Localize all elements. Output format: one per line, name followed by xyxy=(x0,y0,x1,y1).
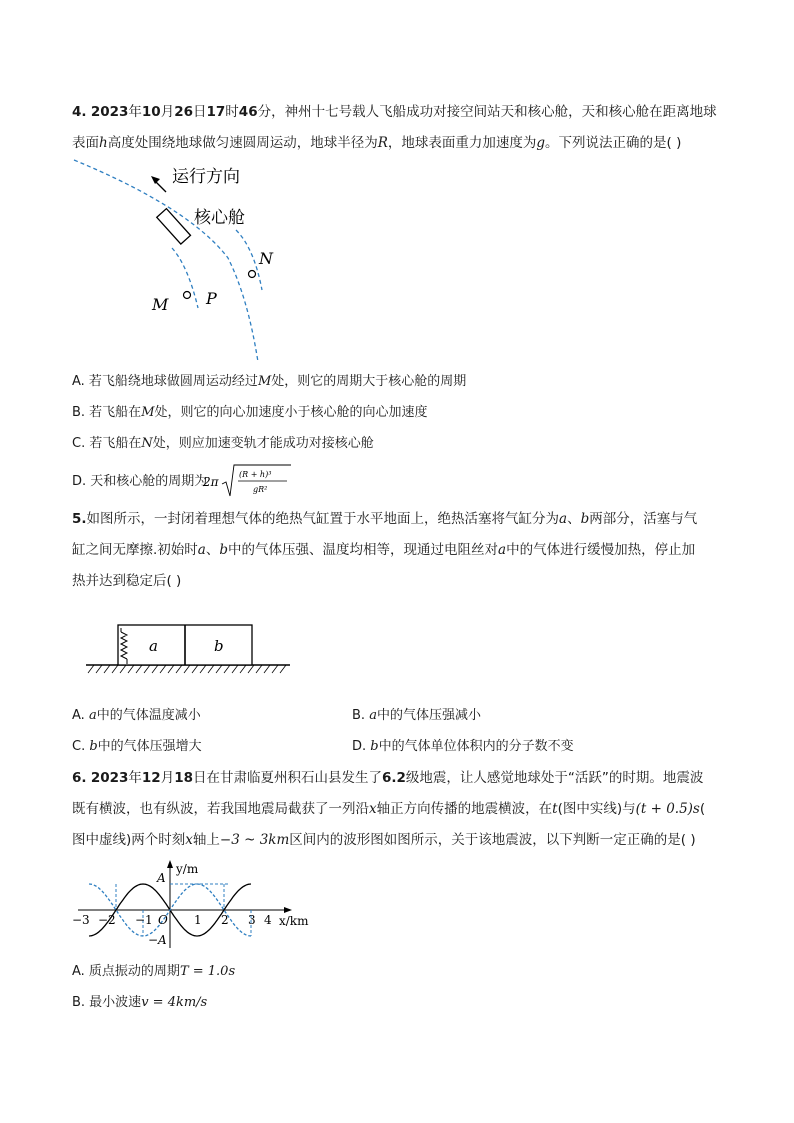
direction-label: 运行方向 xyxy=(172,167,240,187)
svg-text:2π: 2π xyxy=(203,475,219,489)
orbit-figure xyxy=(70,158,300,364)
q4-stem-line-1: 4. 2023年10月26日17时46分，神州十七号载人飞船成功对接空间站天和核心舱，天和核心舱在距离地球 xyxy=(72,104,717,120)
q6-stem-line-3: 图中虚线)两个时刻x轴上−3 ~ 3km区间内的波形图如图所示，关于该地震波，以下判断一定正确的是( ) xyxy=(72,832,696,848)
q5-stem-line-2: 缸之间无摩擦.初始时a、b中的气体压强、温度均相等，现通过电阻丝对a中的气体进行缓慢加热，停止加 xyxy=(72,542,696,558)
tick-label: 1 xyxy=(194,913,202,927)
q6-stem-line-1: 6. 2023年12月18日在甘肃临夏州积石山县发生了6.2级地震，让人感觉地球处于“活跃”的时期。地震波 xyxy=(72,770,704,786)
point-m-marker xyxy=(184,292,191,299)
orbit-arc-m xyxy=(172,248,198,308)
orbit-arc xyxy=(74,160,258,362)
tick-label: 2 xyxy=(221,913,229,927)
q5-option-c: C. b中的气体压强增大 xyxy=(72,739,202,754)
svg-text:gR²: gR² xyxy=(253,485,268,494)
tick-label: 3 xyxy=(248,913,256,927)
question-number: 4. xyxy=(72,104,87,120)
question-number: 5. xyxy=(72,511,87,527)
q4-option-b: B. 若飞船在M处，则它的向心加速度小于核心舱的向心加速度 xyxy=(72,405,428,420)
core-module xyxy=(157,209,191,244)
svg-text:(R + h)³: (R + h)³ xyxy=(239,470,272,479)
q5-option-a: A. a中的气体温度减小 xyxy=(72,708,201,723)
q5-option-d: D. b中的气体单位体积内的分子数不变 xyxy=(352,739,574,754)
q5-option-b: B. a中的气体压强减小 xyxy=(352,708,481,723)
x-tick-labels xyxy=(72,913,272,927)
q4-option-c: C. 若飞船在N处，则应加速变轨才能成功对接核心舱 xyxy=(72,436,374,451)
y-axis-arrow-icon xyxy=(167,860,173,868)
amplitude-positive-label: A xyxy=(157,871,166,885)
x-axis-label: x/km xyxy=(279,914,309,928)
cylinder-figure xyxy=(84,620,294,676)
question-number: 6. xyxy=(72,770,87,786)
tick-label: −1 xyxy=(135,913,153,927)
q6-option-a: A. 质点振动的周期T = 1.0s xyxy=(72,964,236,979)
y-axis-label: y/m xyxy=(176,862,199,876)
point-m-label: M xyxy=(152,295,169,314)
direction-arrow-icon xyxy=(151,176,166,192)
point-n-label: N xyxy=(259,249,273,268)
tick-label: −2 xyxy=(98,913,116,927)
ground-hatching xyxy=(88,665,286,673)
tick-label: −3 xyxy=(72,913,90,927)
x-axis-arrow-icon xyxy=(284,907,292,913)
origin-label: O xyxy=(158,913,168,927)
tick-label: 4 xyxy=(264,913,272,927)
q5-stem-line-3: 热并达到稳定后( ) xyxy=(72,573,182,589)
q4-stem-line-2: 表面h高度处围绕地球做匀速圆周运动，地球半径为R，地球表面重力加速度为g。下列说法正确的是( ) xyxy=(72,135,682,151)
q6-stem-line-2: 既有横波，也有纵波，若我国地震局截获了一列沿x轴正方向传播的地震横波，在t(图中实线)与(t + 0.5)s( xyxy=(72,801,706,817)
wave-figure xyxy=(70,858,320,952)
point-p-label: P xyxy=(206,289,217,308)
q6-option-b: B. 最小波速v = 4km/s xyxy=(72,995,208,1010)
amplitude-negative-label: −A xyxy=(148,933,167,947)
chamber-a-label: a xyxy=(149,637,158,655)
period-formula xyxy=(203,462,293,500)
chamber-b-label: b xyxy=(214,637,224,655)
module-label: 核心舱 xyxy=(194,208,245,228)
point-n-marker xyxy=(249,271,256,278)
q4-option-d: D. 天和核心舱的周期为 xyxy=(72,474,208,489)
q4-option-a: A. 若飞船绕地球做圆周运动经过M处，则它的周期大于核心舱的周期 xyxy=(72,374,467,389)
q5-stem-line-1: 5.如图所示，一封闭着理想气体的绝热气缸置于水平地面上，绝热活塞将气缸分为a、b两部分，活塞与气 xyxy=(72,511,698,527)
